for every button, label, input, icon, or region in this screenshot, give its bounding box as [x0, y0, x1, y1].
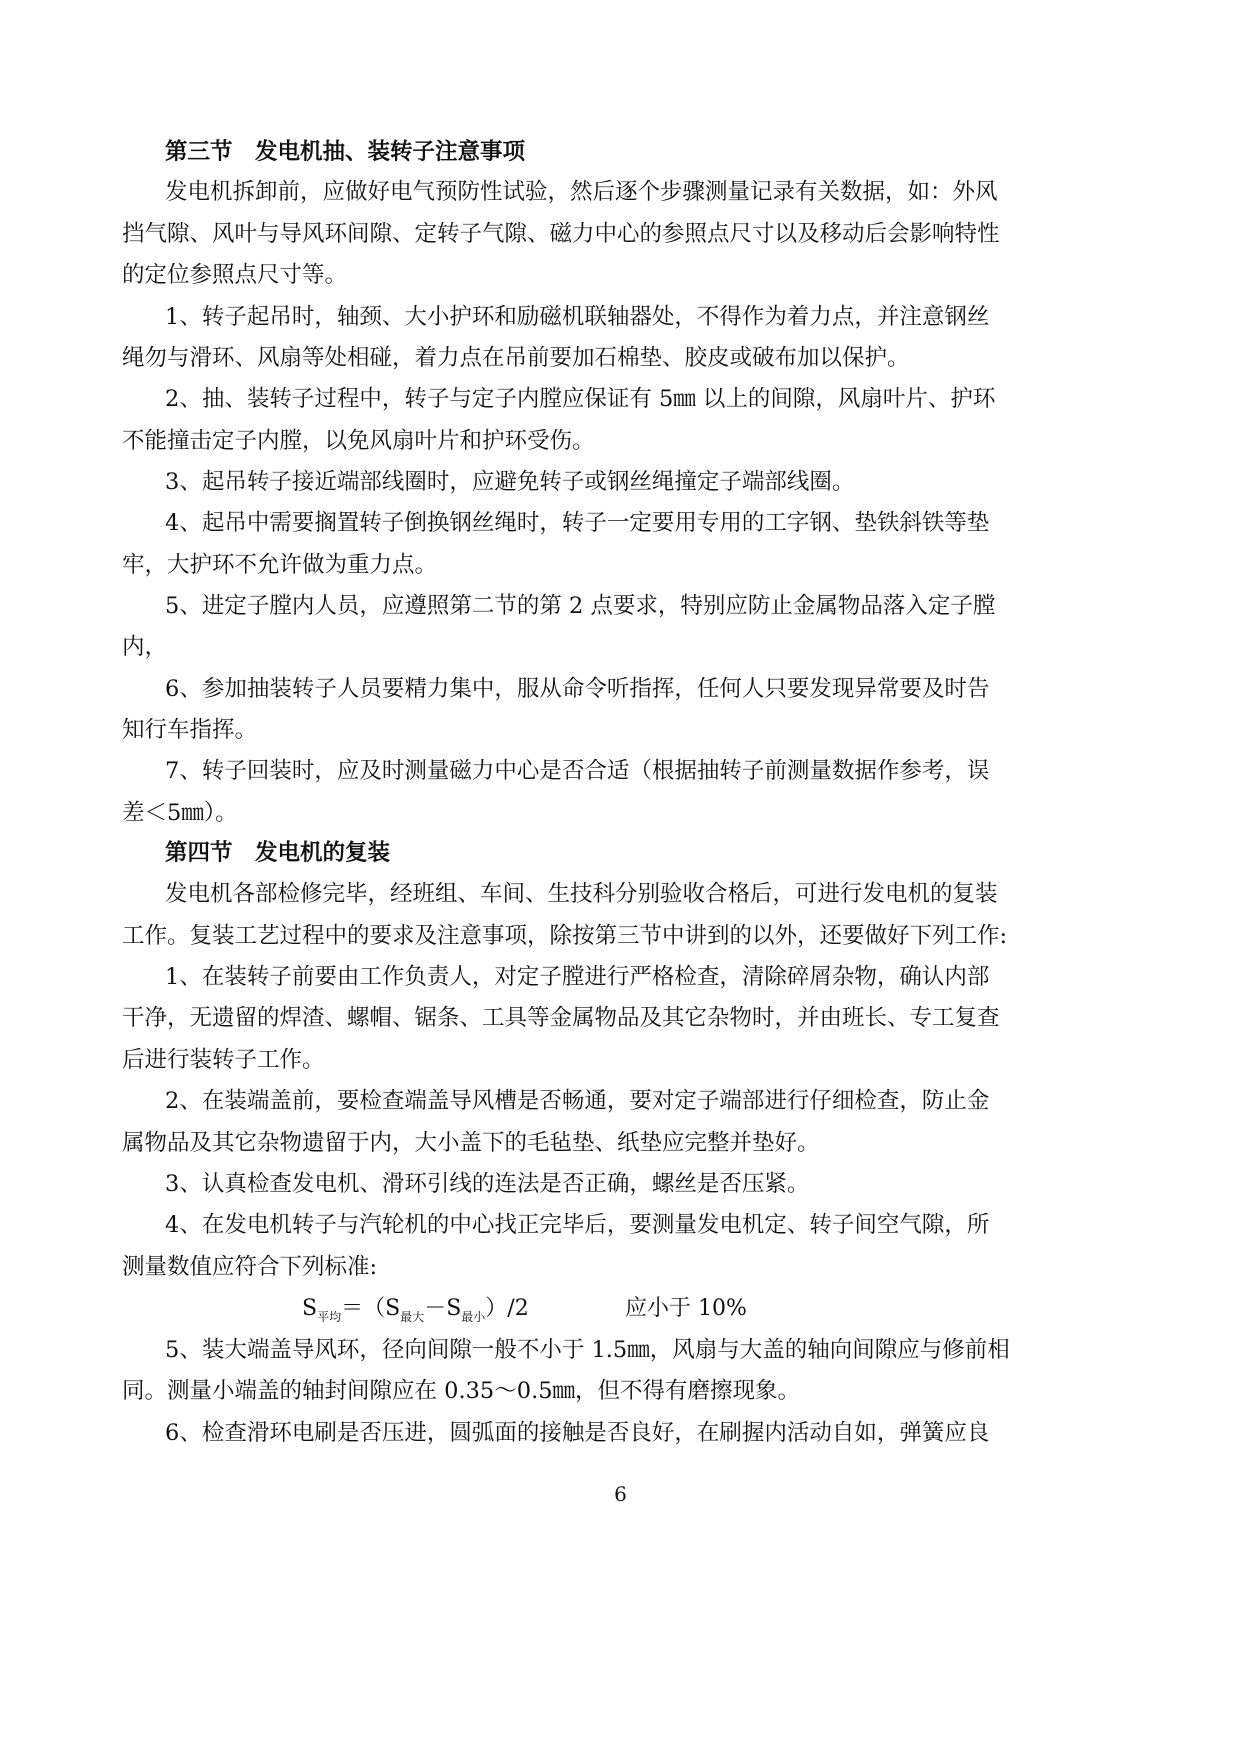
formula-sub-max: 最大	[400, 1310, 425, 1324]
paragraph-line: 发电机各部检修完毕，经班组、车间、生技科分别验收合格后，可进行发电机的复装	[165, 881, 998, 907]
paragraph-line: 4、起吊中需要搁置转子倒换钢丝绳时，转子一定要用专用的工字钢、垫铁斜铁等垫	[165, 510, 990, 536]
paragraph-line: 1、在装转子前要由工作负责人，对定子膛进行严格检查，清除碎屑杂物，确认内部	[165, 964, 990, 990]
paragraph-line: 6、参加抽装转子人员要精力集中，服从命令听指挥，任何人只要发现异常要及时告	[165, 676, 990, 702]
paragraph-line: 3、起吊转子接近端部线圈时，应避免转子或钢丝绳撞定子端部线圈。	[165, 469, 855, 495]
paragraph-line: 3、认真检查发电机、滑环引线的连法是否正确，螺丝是否压紧。	[165, 1171, 810, 1197]
page-number: 6	[614, 1482, 627, 1506]
paragraph-line: 测量数值应符合下列标准:	[122, 1254, 378, 1280]
paragraph-line: 5、进定子膛内人员，应遵照第二节的第 2 点要求，特别应防止金属物品落入定子膛	[165, 593, 996, 619]
paragraph-line: 2、在装端盖前，要检查端盖导风槽是否畅通，要对定子端部进行仔细检查，防止金	[165, 1088, 990, 1114]
paragraph-line: 牢，大护环不允许做为重力点。	[122, 552, 438, 578]
formula-eq: ＝（S	[341, 1296, 401, 1321]
section-heading: 第三节 发电机抽、装转子注意事项	[165, 139, 526, 165]
formula-sub-min: 最小	[461, 1310, 486, 1324]
paragraph-line: 绳勿与滑环、风扇等处相碰，着力点在吊前要加石棉垫、胶皮或破布加以保护。	[122, 345, 910, 371]
paragraph-line: 4、在发电机转子与汽轮机的中心找正完毕后，要测量发电机定、转子间空气隙，所	[165, 1212, 990, 1238]
section-heading: 第四节 发电机的复装	[165, 840, 391, 866]
paragraph-line: 7、转子回装时，应及时测量磁力中心是否合适（根据抽转子前测量数据作参考，误	[165, 758, 990, 784]
paragraph-line: 6、检查滑环电刷是否压进，圆弧面的接触是否良好，在刷握内活动自如，弹簧应良	[165, 1420, 990, 1446]
paragraph-line: 发电机拆卸前，应做好电气预防性试验，然后逐个步骤测量记录有关数据，如：外风	[165, 179, 998, 205]
paragraph-line: 不能撞击定子内膛，以免风扇叶片和护环受伤。	[122, 428, 595, 454]
paragraph-line: 5、装大端盖导风环，径向间隙一般不小于 1.5㎜，风扇与大盖的轴向间隙应与修前相	[165, 1337, 1010, 1363]
paragraph-line: 挡气隙、风叶与导风环间隙、定转子气隙、磁力中心的参照点尺寸以及移动后会影响特性	[122, 221, 1000, 247]
paragraph-line: 2、抽、装转子过程中，转子与定子内膛应保证有 5㎜ 以上的间隙，风扇叶片、护环	[165, 386, 996, 412]
paragraph-line: 工作。复装工艺过程中的要求及注意事项，除按第三节中讲到的以外，还要做好下列工作:	[122, 923, 1008, 949]
formula-s: S	[302, 1296, 318, 1321]
paragraph-line: 属物品及其它杂物遗留于内，大小盖下的毛毡垫、纸垫应完整并垫好。	[122, 1130, 820, 1156]
paragraph-line: 1、转子起吊时，轴颈、大小护环和励磁机联轴器处，不得作为着力点，并注意钢丝	[165, 304, 990, 330]
paragraph-line: 干净，无遗留的焊渣、螺帽、锯条、工具等金属物品及其它杂物时，并由班长、专工复查	[122, 1005, 1000, 1031]
formula-minus: －S	[424, 1296, 462, 1321]
formula-sub-avg: 平均	[317, 1310, 342, 1324]
formula-tail: ）/2	[485, 1296, 529, 1321]
paragraph-line: 同。测量小端盖的轴封间隙应在 0.35～0.5㎜，但不得有磨擦现象。	[122, 1378, 801, 1404]
formula-note: 应小于 10%	[625, 1296, 747, 1321]
paragraph-line: 差＜5㎜）。	[122, 800, 238, 826]
paragraph-line: 知行车指挥。	[122, 717, 258, 743]
paragraph-line: 的定位参照点尺寸等。	[122, 262, 348, 288]
paragraph-line: 后进行装转子工作。	[122, 1047, 325, 1073]
paragraph-line: 内，	[122, 634, 168, 660]
formula	[302, 1294, 529, 1332]
